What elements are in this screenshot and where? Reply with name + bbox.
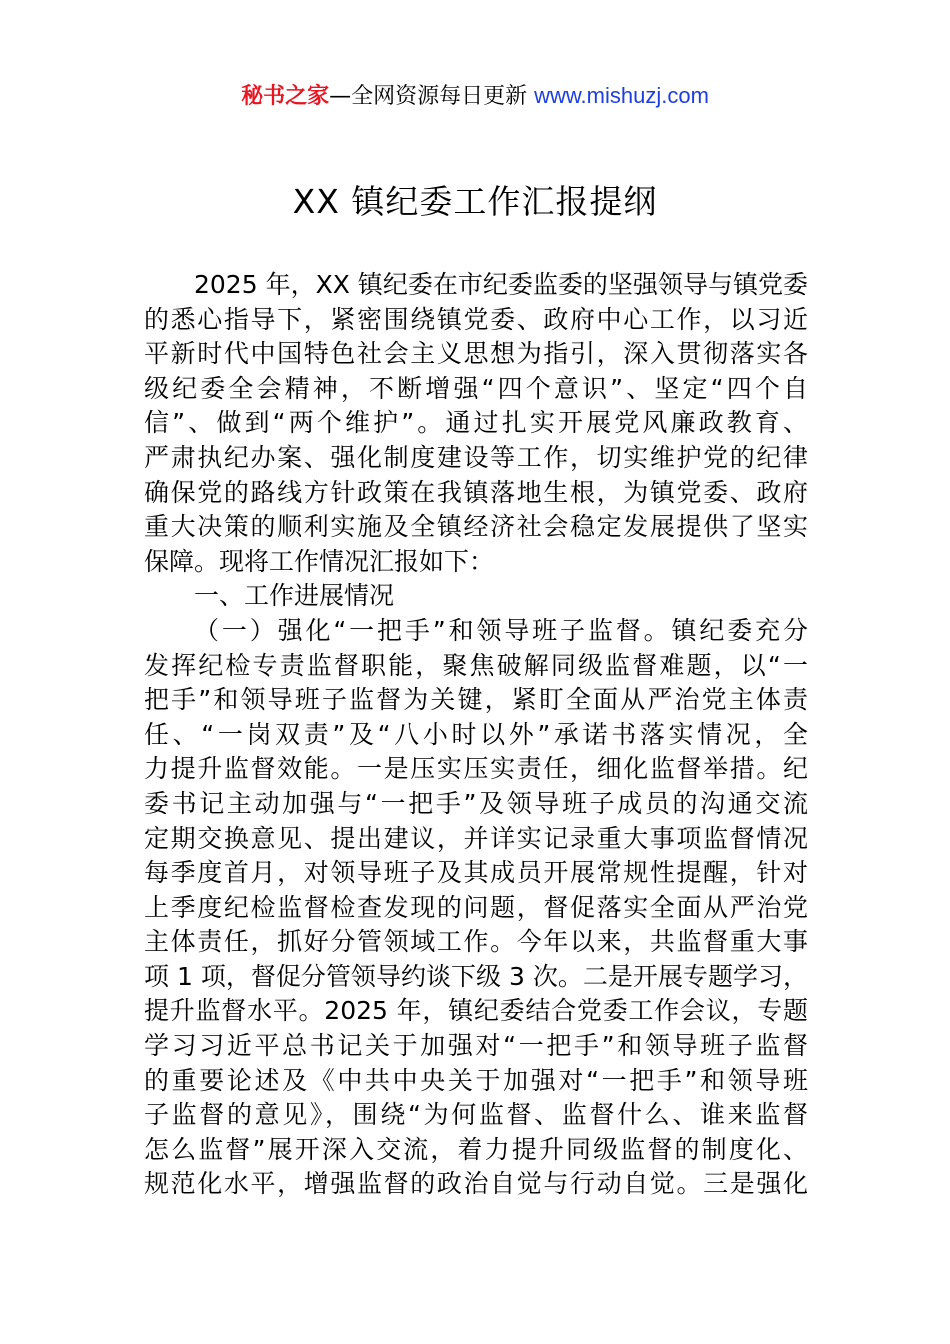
body-line: 确保党的路线方针政策在我镇落地生根，为镇党委、政府 bbox=[144, 477, 808, 507]
body-line: 任、“一岗双责”及“八小时以外”承诺书落实情况，全 bbox=[144, 719, 808, 749]
body-line: 平新时代中国特色社会主义思想为指引，深入贯彻落实各 bbox=[144, 339, 808, 369]
document-title: XX 镇纪委工作汇报提纲 bbox=[292, 182, 658, 221]
body-line: 级纪委全会精神，不断增强“四个意识”、坚定“四个自 bbox=[144, 373, 808, 403]
body-line: 把手”和领导班子监督为关键，紧盯全面从严治党主体责 bbox=[144, 685, 808, 715]
body-line: 提升监督水平。2025 年，镇纪委结合党委工作会议，专题 bbox=[144, 996, 808, 1026]
body-line: 项 1 项，督促分管领导约谈下级 3 次。二是开展专题学习， bbox=[144, 961, 808, 991]
body-line: 定期交换意见、提出建议，并详实记录重大事项监督情况 bbox=[144, 823, 808, 853]
body-line: 上季度纪检监督检查发现的问题，督促落实全面从严治党 bbox=[144, 892, 808, 922]
body-line: 学习习近平总书记关于加强对“一把手”和领导班子监督 bbox=[144, 1031, 808, 1061]
site-url[interactable]: www.mishuzj.com bbox=[534, 83, 709, 108]
body-line: 严肃执纪办案、强化制度建设等工作，切实维护党的纪律 bbox=[144, 442, 808, 472]
site-header bbox=[0, 80, 950, 113]
body-line: 的重要论述及《中共中央关于加强对“一把手”和领导班 bbox=[144, 1065, 808, 1095]
body-line: 力提升监督效能。一是压实压实责任，细化监督举措。纪 bbox=[144, 754, 808, 784]
body-line: 的悉心指导下，紧密围绕镇党委、政府中心工作，以习近 bbox=[144, 304, 808, 334]
body-line: （一）强化“一把手”和领导班子监督。镇纪委充分 bbox=[194, 615, 808, 645]
body-line: 每季度首月，对领导班子及其成员开展常规性提醒，针对 bbox=[144, 858, 808, 888]
site-brand: 秘书之家 bbox=[241, 84, 330, 109]
body-line: 重大决策的顺利实施及全镇经济社会稳定发展提供了坚实 bbox=[144, 512, 808, 542]
site-tagline: —全网资源每日更新 bbox=[329, 84, 528, 109]
body-line: 保障。现将工作情况汇报如下： bbox=[144, 546, 495, 576]
document-body bbox=[144, 268, 808, 1202]
body-line: 主体责任，抓好分管领域工作。今年以来，共监督重大事 bbox=[144, 927, 808, 957]
body-line: 发挥纪检专责监督职能，聚焦破解同级监督难题，以“一 bbox=[144, 650, 808, 680]
section-heading: 一、工作进展情况 bbox=[194, 581, 395, 611]
body-line: 规范化水平，增强监督的政治自觉与行动自觉。三是强化 bbox=[144, 1169, 808, 1199]
body-line: 信”、做到“两个维护”。通过扎实开展党风廉政教育、 bbox=[144, 408, 808, 438]
body-line: 子监督的意见》，围绕“为何监督、监督什么、谁来监督 bbox=[144, 1100, 808, 1130]
body-line: 2025 年，XX 镇纪委在市纪委监委的坚强领导与镇党委 bbox=[194, 270, 808, 299]
body-line: 怎么监督”展开深入交流，着力提升同级监督的制度化、 bbox=[144, 1134, 808, 1164]
body-line: 委书记主动加强与“一把手”及领导班子成员的沟通交流 bbox=[144, 788, 808, 818]
